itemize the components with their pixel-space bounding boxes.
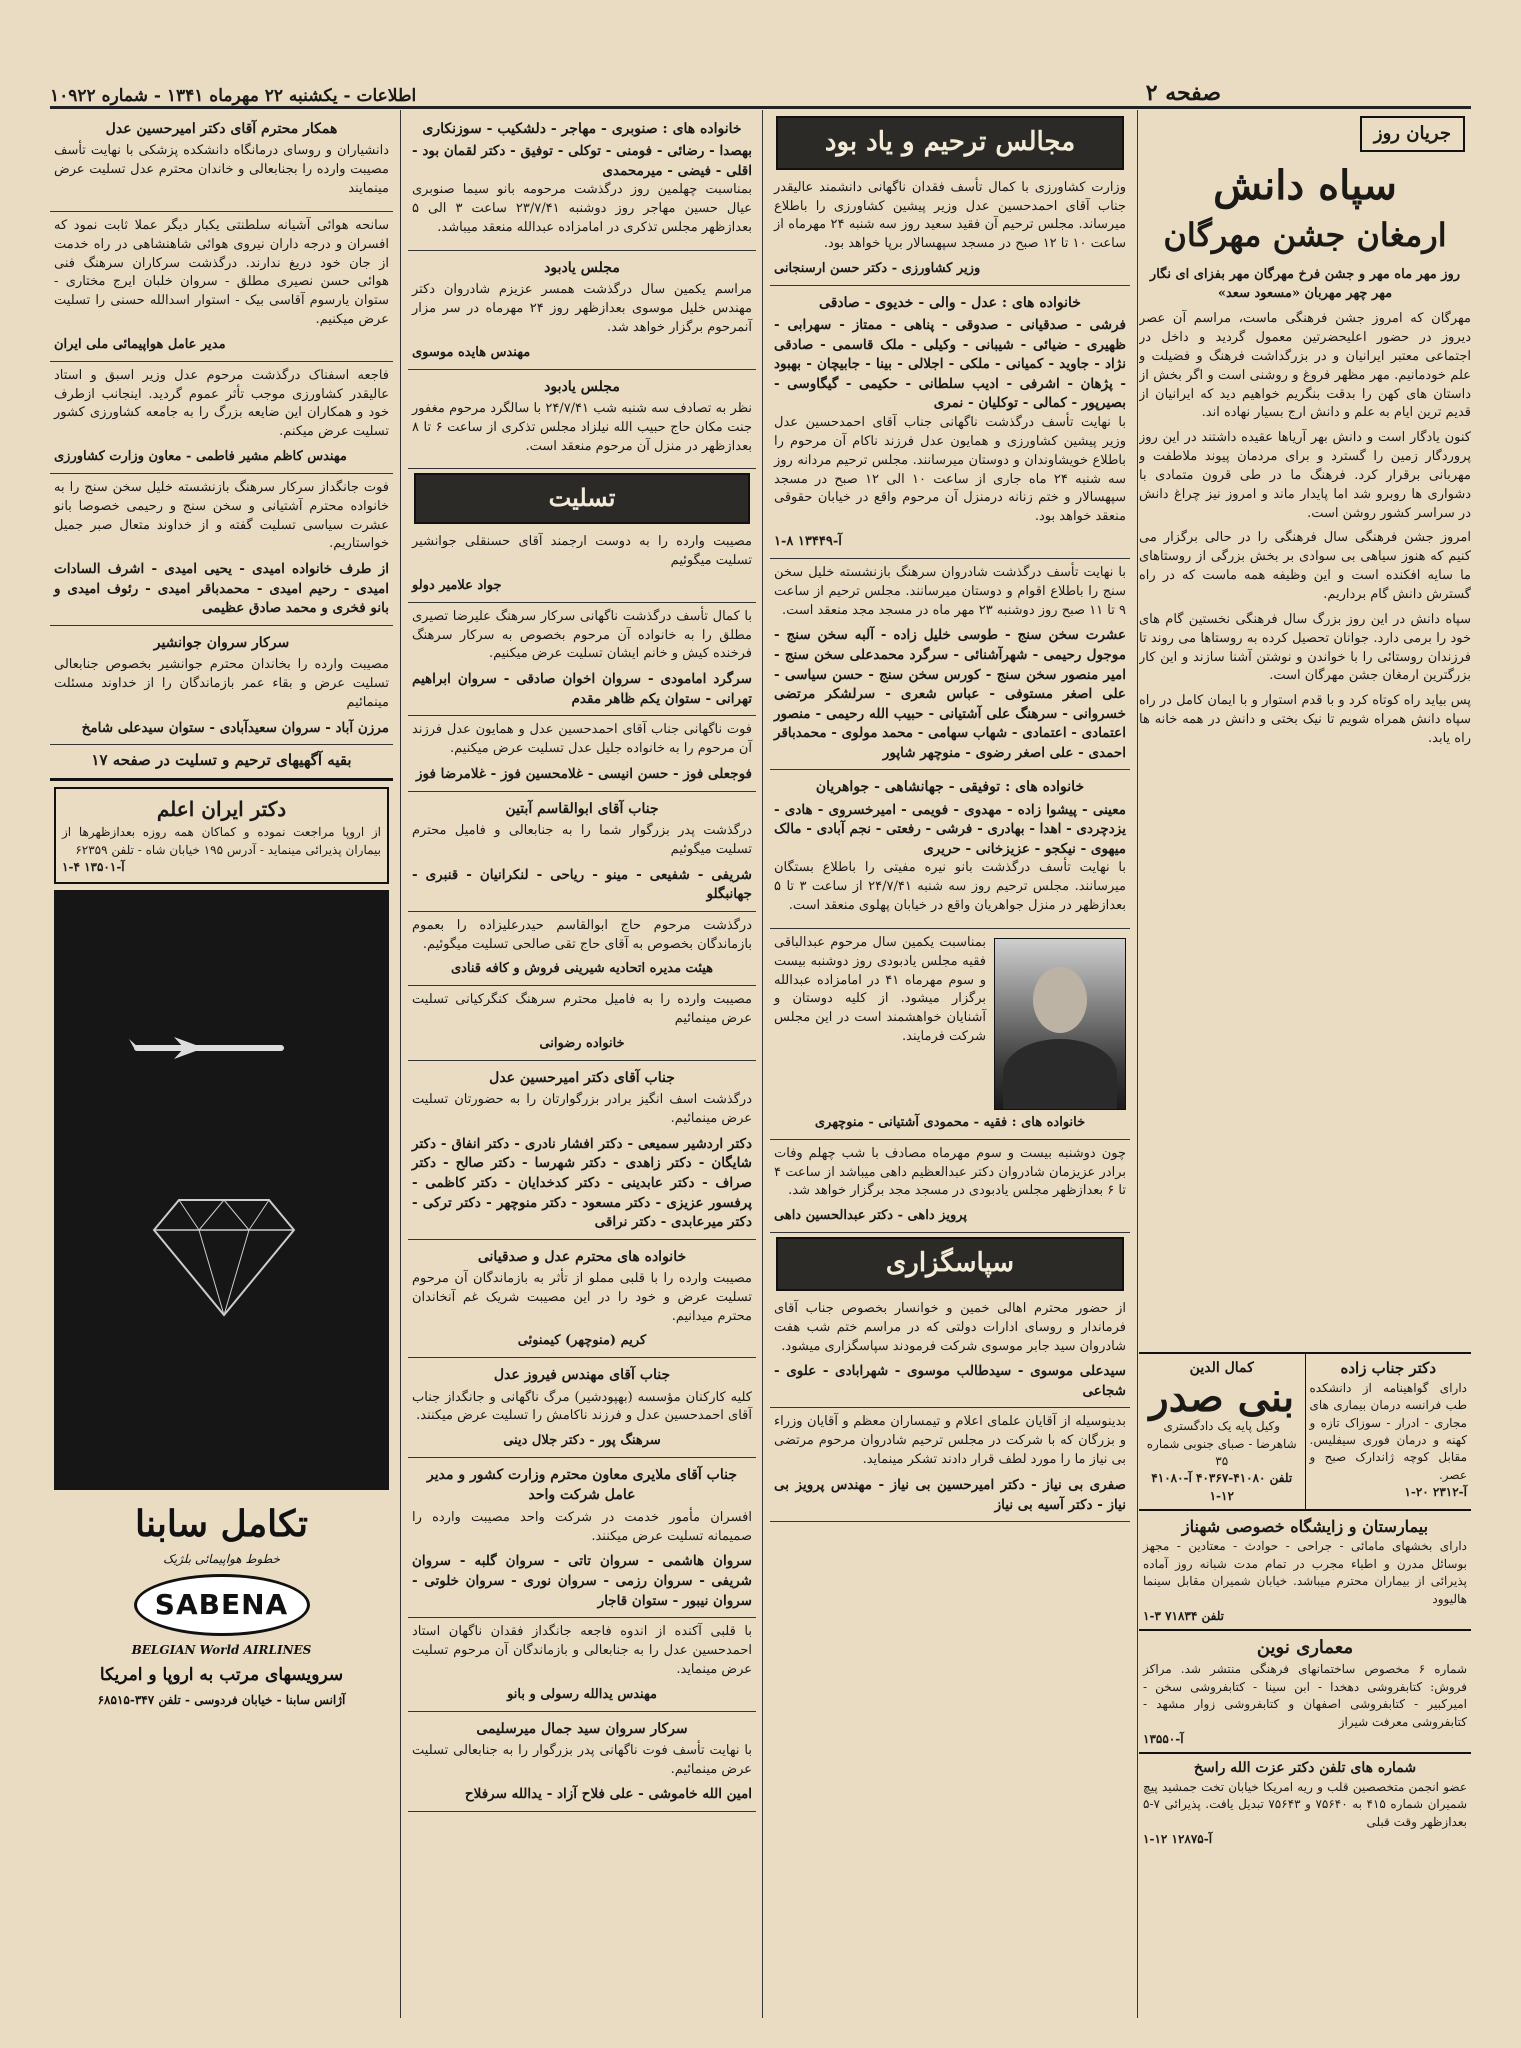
column-left [50, 112, 393, 2018]
notice-text: فوت ناگهانی جناب آقای احمدحسین عدل و همایون عدل فرزند آن مرحوم را به خانواده جلیل عدل تسلیت عرض میکنیم. [412, 722, 752, 757]
notice-signature: کریم (منوچهر) کیمنوئی [517, 1333, 647, 1349]
notice-heading: مجلس یادبود [544, 259, 620, 276]
notice-signature: سرهنگ پور - دکتر جلال دینی [503, 1433, 661, 1449]
notice-heading: جناب آقای ملایری معاون محترم وزارت کشور و مدیر عامل شرکت واحد [427, 1467, 737, 1504]
condolence-notice [408, 251, 756, 370]
ad-footer: آژانس سابنا - خیابان فردوسی - تلفن ۳۴۷-۶۸۵۱۵ [97, 1692, 346, 1707]
article-paragraph: پس بیاید راه کوتاه کرد و با قدم استوار و با ایمان کامل در راه سپاه دانش همراه شویم تا نیک بختی و دانش در همه خانه ها راه یابد. [1139, 693, 1471, 746]
article-paragraph: سپاه دانش در این روز بزرگ سال فرهنگی نخستین گام های خود را برمی دارد. جوانان تحصیل کرده به روستاها می روند تا فرزندان روستائی را با خواندن و نوشتن آشنا سازند و این کار بزرگترین ارمغان جشن مهرگان است. [1139, 611, 1471, 684]
notice-names: مرزن آباد - سروان سعیدآبادی - ستوان سیدعلی شامخ [81, 719, 389, 736]
page-header [50, 62, 1471, 109]
notice-heading: خانواده های محترم عدل و صدقیانی [477, 1248, 687, 1265]
condolence-notice [408, 792, 756, 912]
notice-signature: وزیر کشاورزی - دکتر حسن ارسنجانی [774, 261, 981, 277]
condolence-notice [408, 1458, 756, 1618]
ad-name: بنی صدر [1149, 1374, 1295, 1422]
condolence-notice [408, 1618, 756, 1711]
notice-text: کلیه کارکنان مؤسسه (بهپودشیر) مرگ ناگهانی و جانگداز جناب آقای احمدحسین عدل و فرزند ناکامش را تسلیت عرض میکنند. [412, 1389, 752, 1424]
condolence-notice [408, 986, 756, 1061]
condolence-notice [50, 626, 393, 745]
memorial-notice [770, 1140, 1130, 1233]
notice-names: امین الله خاموشی - علی فلاح آزاد - یدالله سرفلاح [464, 1786, 752, 1803]
condolence-notice [50, 112, 393, 212]
article-paragraph: مهرگان که امروز جشن فرهنگی ماست، مراسم آن عصر دیروز در حضور اعلیحضرتین معمول گردید و داخل در اجتماعی معتبر ایرانیان و در بزرگداشت فرهنگ و فضیلت و علم خودمانیم. مهر مظهر فروغ و روشنی است و اگر بخش از داستان های کهن را بدقت بنگریم خواهیم دید که ایرانیان از قدیم ترین ایام به علم و دانش ارج بسیار نهاده اند. [1139, 311, 1471, 421]
notice-heading: سرکار سروان جوانشیر [153, 635, 290, 652]
notice-names: معینی - پیشوا زاده - مهدوی - فویمی - امیرخسروی - هادی - یزدچردی - اهدا - بهادری - فرشی - رفعتی - نجم آبادی - مالک میهوی - نیکجو - عزیزخانی - حریری [774, 801, 1126, 857]
ad-text: عضو انجمن متخصصین قلب و ریه امریکا خیابان تخت جمشید پیچ شمیران شماره ۴۱۵ به ۷۵۶۴۰ و ۷۵۶۴۳ تبدیل یافت. پذیرائی ۷-۵ بعدازظهر وقت قبلی [1143, 1779, 1467, 1829]
notice-heading: جناب آقای ابوالقاسم آبتین [505, 800, 659, 817]
condolence-notice [408, 528, 756, 603]
ad-headline: تکامل سابنا [135, 1503, 308, 1546]
notice-heading: جناب آقای دکتر امیرحسین عدل [489, 1069, 675, 1086]
notice-heading: خانواده های : صنوبری - مهاجر - دلشکیب - سوزنکاری [422, 121, 742, 137]
ad-title: دکتر جناب زاده [1340, 1359, 1436, 1377]
column-memorials [770, 112, 1130, 2018]
notice-text: مصیبت وارده را با قلبی مملو از تأثر به بازماندگان آن مرحوم تسلیت عرض و خود را در این مصیبت شریک غم آنخاندان محترم میدانیم. [412, 1270, 752, 1324]
notice-signature: پرویز داهی - دکتر عبدالحسین داهی [774, 1208, 968, 1224]
notice-signature: مهندس کاظم مشیر فاطمی - معاون وزارت کشاورزی [54, 449, 347, 465]
ad-doctor-rasekh [1139, 1754, 1471, 1852]
notice-names: سرگرد امامودی - سروان اخوان صادقی - سروان ابراهیم تهرانی - ستوان یکم ظاهر مقدم [412, 671, 752, 707]
memorial-notice [770, 559, 1130, 770]
notice-signature: مدیر عامل هواپیمائی ملی ایران [54, 336, 226, 352]
notice-signature: مهندس هایده موسوی [412, 344, 531, 360]
notice-text: فوت جانگداز سرکار سرهنگ بازنشسته خلیل سخن سنج را به خانواده محترم آشتیانی و سخن سنج و رحیمی خصوصا بانو عشرت سیاسی تسلیت گفته و از خداوند متعال صبر جمیل خواستاریم. [54, 479, 389, 552]
ad-subline: خطوط هواپیمائی بلژیک [163, 1551, 280, 1566]
ad-text: از اروپا مراجعت نموده و کماکان همه روزه بعدازظهرها از بیماران پذیرائی مینماید - آدرس ۱۹۵ خیابان شاه - تلفن ۶۲۳۵۹ [62, 825, 381, 857]
notice-names: عشرت سخن سنج - طوسی خلیل زاده - آلبه سخن سنج - موجول رحیمی - شهرآشنائی - سرگرد محمدعلی سخن سنج - امیر منصور سخن سنج - کورس سخن سنج - حسن سیاسی - علی اصغر مستوفی - عباس شعری - سرلشکر مرتضی خسروانی - سرهنگ علی آشتیانی - حبیب الله رحیمی - منصور اعتمادی - اعتمادی - شهاب سهامی - محمد مولوی - محمدباقر احمدی - علی اصغر رضوی - منوچهر شاپور [774, 627, 1126, 761]
notice-text: وزارت کشاورزی با کمال تأسف فقدان ناگهانی دانشمند عالیقدر جناب آقای احمدحسین عدل وزیر پیشین کشاورزی را باطلاع میرساند. مجلس ترحیم آن فقید سعید روز سه شنبه ۲۴ مهرماه از ساعت ۱۰ تا ۱۲ صبح در مسجد سپهسالار برپا خواهد بود. [774, 179, 1126, 252]
article-paragraph: امروز جشن فرهنگی سال فرهنگی را در حالی برگزار می کنیم که هنوز سیاهی بی سوادی بر بخش بزرگی از روستاهای ما سایه افکنده است و این وظیفه همه ماست که در راه گسترش دانش گام برداریم. [1139, 530, 1471, 602]
ad-text: شماره ۶ مخصوص ساختمانهای فرهنگی منتشر شد. مراکز فروش: کتابفروشی دهخدا - ابن سینا - کتابفروشی سخن - امیرکبیر - کتابفروشی اصفهان و کتابفروشی زوار مشهد - کتابفروشی معرفت شیراز [1143, 1662, 1467, 1729]
notice-heading: خانواده های : عدل - والی - خدیوی - صادقی [819, 294, 1081, 311]
condolence-notice [50, 212, 393, 362]
column-condolences [408, 112, 756, 2018]
notice-text: با قلبی آکنده از اندوه فاجعه جانگداز فقدان ناگهان استاد احمدحسین عدل را به جنابعالی و بازماندگان آن مرحوم تسلیت عرض مینماید. [412, 1624, 752, 1677]
ad-title: بیمارستان و زایشگاه خصوصی شهناز [1181, 1517, 1429, 1537]
notice-text: با نهایت تأسف فوت ناگهانی پدر بزرگوار را به جنابعالی تسلیت عرض مینمائیم. [412, 1742, 752, 1777]
airplane-icon [114, 1035, 294, 1059]
ad-text: سرویسهای مرتب به اروپا و امریکا [99, 1665, 344, 1686]
notice-heading: جناب آقای مهندس فیروز عدل [493, 1367, 671, 1384]
notice-text: بدینوسیله از آقایان علمای اعلام و تیمساران معظم و آقایان وزراء و بزرگان که با شرکت در مجلس ترحیم شادروان مرحوم مرتضی بی نیاز ما را مورد لطف قرار دادند تشکر مینماید. [774, 1414, 1126, 1468]
ad-phone: تلفن ۷۱۸۳۴ ۳-۱ [1143, 1609, 1225, 1623]
condolence-notice [408, 370, 756, 470]
ad-title: شماره های تلفن دکتر عزت الله راسخ [1193, 1760, 1417, 1777]
notice-signature: خانواده رضوانی [539, 1036, 625, 1052]
notice-heading: مجلس یادبود [544, 378, 620, 395]
notice-text: از حضور محترم اهالی خمین و خوانسار بخصوص جناب آقای فرماندار و روسای ادارات دولتی که در مراسم ختم شب هفت شادروان سید جابر موسوی شرکت فرمودند سپاسگزاری میشود. [774, 1300, 1126, 1354]
notice-signature: مهندس یدالله رسولی و بانو [507, 1686, 657, 1702]
notice-names: سروان هاشمی - سروان تاتی - سروان گلبه - سروان شریفی - سروان رزمی - سروان نوری - سروان خلوتی - سروان نیبور - ستوان قاجار [412, 1553, 752, 1609]
notice-text: بمناسبت یکمین سال مرحوم عبدالباقی فقیه مجلس یادبودی روز دوشنبه بیست و سوم مهرماه ۴۱ در امامزاده عبدالله برگزار میشود. از کلیه دوستان و آشنایان خواهشمند است در این مجلس شرکت فرمایند. [774, 934, 986, 1045]
notice-text: بمناسبت چهلمین روز درگذشت مرحومه بانو سیما صنوبری عیال حسین مهاجر روز دوشنبه ۲۳/۷/۴۱ ساعت ۳ الی ۵ بعدازظهر مجلس تذکری در امامزاده عبدالله منعقد میباشد. [412, 182, 753, 236]
notice-names: بهصدا - رضائی - فومنی - توکلی - توفیق - دکتر لقمان بود - اقلی - فیضی - میرمحمدی [412, 143, 752, 179]
notice-heading: خانواده های : توفیقی - جهانشاهی - جواهریان [815, 779, 1085, 796]
notice-names: صفری بی نیاز - دکتر امیرحسین بی نیاز - مهندس پرویز بی نیاز - دکتر آسیه بی نیاز [774, 1477, 1126, 1513]
ad-doctor-janabzadeh [1305, 1354, 1472, 1509]
memorial-notice [770, 174, 1130, 286]
ad-phone: آ-۱۳۵۰۱ ۴-۱ [62, 859, 125, 874]
notice-text: با نهایت تأسف درگذشت بانو نیره مفیتی را باطلاع بستگان میرسانند. مجلس ترحیم روز سه شنبه ۲۴/۷/۴۱ از ساعت ۳ تا ۵ بعدازظهر در منزل جواهریان واقع در خیابان پهلوی منعقد است. [774, 860, 1126, 914]
notice-text: درگذشت پدر بزرگوار شما را به جنابعالی و فامیل محترم تسلیت میگوئیم [412, 822, 752, 857]
notice-text: با نهایت تأسف درگذشت شادروان سرهنگ بازنشسته خلیل سخن سنج را باطلاع اقوام و دوستان میرسانند. مجلس ترحیم از ساعت ۹ تا ۱۱ صبح روز دوشنبه ۲۳ مهر ماه در مسجد مجد منعقد است. [774, 564, 1126, 618]
section-banner: مجالس ترحیم و یاد بود [776, 116, 1124, 170]
notice-text: مصیبت وارده را به فامیل محترم سرهنگ کنگرکیانی تسلیت عرض مینمائیم [412, 992, 752, 1027]
notice-signature: آ-۱۳۴۴۹ ۸-۱ [774, 534, 842, 550]
ad-hospital-shahnaz [1139, 1511, 1471, 1631]
column-divider [762, 110, 763, 2018]
condolence-notice [408, 716, 756, 791]
memorial-notice [770, 770, 1130, 929]
article-lead: روز مهر ماه مهر و جشن فرخ مهرگان مهر بفزای ای نگار مهر چهر مهربان «مسعود سعد» [1149, 267, 1461, 302]
notice-text: دانشیاران و روسای درمانگاه دانشکده پزشکی با نهایت تأسف مصیبت وارده را بجنابعالی و خاندان محترم عدل تسلیت عرض مینمایند [54, 143, 389, 196]
notice-names: دکتر اردشیر سمیعی - دکتر افشار نادری - دکتر انفاق - دکتر شایگان - دکتر زاهدی - دکتر شهرسا - دکتر صالح - دکتر صراف - دکتر عابدینی - دکتر کدخدایان - دکتر کاظمی - پرفسور عزیزی - دکتر مسعود - دکتر منوچهر - دکتر ترکی - دکتر میرعابدی - دکتر نراقی [412, 1135, 752, 1231]
ad-phone: آ-۱۲۸۷۵ ۱۲-۱ [1143, 1831, 1213, 1846]
notice-names: فرشی - صدقیانی - صدوقی - پناهی - ممتاز - سهرابی - ظهیری - ضیائی - شیبانی - وکیلی - ملک قاسمی - صادقی نژاد - جاوید - کمیانی - ملکی - اجلالی - بینا - جابیچان - بهبود - پژهان - اشرفی - ادیب سلطانی - حکیمی - گیگاوسی - بصیرپور - کمالی - توکلیان - نمری [774, 317, 1126, 412]
condolence-notice [50, 474, 393, 626]
thanks-notice [770, 1408, 1130, 1522]
diamond-icon [149, 1190, 299, 1320]
ad-doctor-aalam [54, 787, 389, 884]
section-banner: تسلیت [414, 473, 750, 524]
logo-subtitle: BELGIAN World AIRLINES [131, 1642, 312, 1657]
sabena-ad-footer [54, 1490, 389, 1710]
ad-title: کمال الدین [1189, 1360, 1254, 1376]
column-tag: جریان روز [1360, 116, 1465, 152]
article-title: سپاه دانش [1213, 162, 1397, 210]
section-banner: سپاسگزاری [776, 1237, 1124, 1291]
notice-heading: همکار محترم آقای دکتر امیرحسین عدل [105, 121, 338, 137]
ad-text: دارای گواهینامه از دانشکده طب فرانسه درمان بیماری های مجاری - ادرار - سوزاک تازه و کهنه و درمان فوری سیفلیس. مقابل کوچه ژاندارک صبح و عصر. [1309, 1380, 1467, 1482]
notice-signature: جواد علامیر دولو [412, 577, 502, 593]
notice-text: درگذشت مرحوم حاج ابوالقاسم حیدرعلیزاده را بعموم بازماندگان بخصوص به آقای حاج تقی صالحی تسلیت میگوئیم. [412, 917, 752, 952]
ad-title: دکتر ایران اعلم [156, 797, 287, 822]
memorial-notice-with-photo [770, 929, 1130, 1140]
column-divider [400, 110, 401, 2018]
ad-lawyer-banisadr [1139, 1354, 1305, 1509]
ad-text: دارای بخشهای مامائی - جراحی - حوادث - معتادین - مجهز بوسائل مدرن و اطباء مجرب در تمام مدت شبانه روز آماده پذیرائی از بیماران محترم میباشد. خیابان شمیران مقابل سینما هالیوود [1143, 1539, 1467, 1606]
ad-phone: تلفن ۴۱۰۸۰-۴۰۳۶۷ آ-۴۱۰۸۰ ۱۲-۱ [1151, 1471, 1293, 1503]
portrait-photo [994, 938, 1126, 1110]
ad-text: وکیل پایه یک دادگستری شاهرضا - صبای جنوبی شماره ۳۵ [1146, 1419, 1297, 1469]
condolence-notice [408, 112, 756, 251]
ad-sabena [54, 890, 389, 1710]
article-paragraph: کنون یادگار است و دانش بهر آریاها عقیده داشتند در این روز پروردگار زمین را گسترد و برای مردمان پیوند ملاطفت و مهربانی برقرار کرد. فرهنگ ما در طی قرون متمادی با دشواری ها روبرو شد اما پایدار ماند و امروز نیز چراغ دانش در سراسر کشور روشن است. [1139, 430, 1471, 521]
notice-names: از طرف خانواده امیدی - یحیی امیدی - اشرف السادات امیدی - رحیم امیدی - محمدباقر امیدی - رئوف امیدی و بانو فخری و محمد صادق عظیمی [54, 561, 389, 617]
article-subtitle: ارمغان جشن مهرگان [1163, 216, 1447, 255]
notice-signature: خانواده های : فقیه - محمودی آشتیانی - منوچهری [814, 1114, 1086, 1130]
notice-text: نظر به تصادف سه شنبه شب ۲۴/۷/۴۱ با سالگرد مرحوم مغفور جنت مکان حاج حبیب الله نیلزاد مجلس تذکری از ساعت ۶ تا ۸ بعدازظهر در منزل آن مرحوم منعقد است. [412, 400, 753, 454]
notice-names: سیدعلی موسوی - سیدطالب موسوی - شهرابادی - علوی - شجاعی [774, 1363, 1126, 1399]
notice-text: فاجعه اسفناک درگذشت مرحوم عدل وزیر اسبق و استاد عالیقدر کشاورزی موجب تأثر عموم گردید. اینجانب ازطرف خود و همکاران این ضایعه بزرگ را به جامعه کشاورزی کشور تسلیت عرض میکنم. [54, 367, 389, 440]
ad-title: معماری نوین [1256, 1637, 1354, 1659]
notice-text: مصیبت وارده را بخاندان محترم جوانشیر بخصوص جنابعالی تسلیت عرض و بقاء عمر بازماندگان را از خداوند مسئلت مینمائیم [54, 657, 389, 710]
ad-phone: آ-۱۳۵۵۰ [1143, 1732, 1184, 1747]
condolence-notice [408, 912, 756, 987]
page-number: صفحه ۲ [1145, 80, 1221, 106]
notice-text: با نهایت تأسف درگذشت ناگهانی جناب آقای احمدحسین عدل وزیر پیشین کشاورزی و همایون عدل فرزند ناکام آن مرحوم را باطلاع خویشاوندان و دوستان میرسانند. مجلس ترحیم مردانه روز سه شنبه ۲۴ ماه جاری از ساعت ۱۰ الی ۱۲ صبح در مسجد سپهسالار و ختم زنانه درمنزل آن مرحوم واقع در خیابان حقوقی منعقد خواهد بود. [774, 415, 1126, 525]
newspaper-dateline: اطلاعات - یکشنبه ۲۲ مهرماه ۱۳۴۱ - شماره ۱۰۹۲۲ [50, 86, 417, 106]
notice-signature: هیئت مدیره اتحادیه شیرینی فروش و کافه قنادی [450, 961, 714, 977]
notice-text: افسران مأمور خدمت در شرکت واحد مصیبت وارده را صمیمانه تسلیت عرض میکنند. [412, 1509, 752, 1544]
notice-text: درگذشت اسف انگیز برادر بزرگوارتان را به حضورتان تسلیت عرض مینمائیم. [412, 1092, 752, 1126]
notice-names: شریفی - شفیعی - مینو - ریاحی - لنکرانیان - قنبری - جهانبگلو [412, 866, 752, 903]
notice-text: سانحه هوائی آشیانه سلطنتی یکبار دیگر عملا ثابت نمود که افسران و درجه داران نیروی هوائی شاهنشاهی در راه خدمت از جان خود دریغ ندارند. درگذشت سرکاران سرهنگ فنی هوائی حسن نصیری مطلق - سروان خلبان ایرج مختاری - ستوان یارسوم آقاسی بیک - استوار اسدالله حسنی را تسلیت عرض میکنیم. [54, 217, 389, 328]
condolence-notice [50, 362, 393, 474]
column-divider [1137, 110, 1138, 2018]
notice-heading: سرکار سروان سید جمال میرسلیمی [476, 1720, 688, 1737]
notice-names: فوجعلی فوز - حسن انیسی - غلامحسین فوز - غلامرضا فوز [415, 766, 752, 783]
condolence-notice [408, 1712, 756, 1813]
notice-text: چون دوشنبه بیست و سوم مهرماه مصادف با شب چهلم وفات برادر عزیزمان شادروان دکتر عبدالعظیم داهی میباشد از ساعت ۴ تا ۶ بعدازظهر مجلس یادبودی در مسجد مجد برگزار خواهد شد. [774, 1145, 1126, 1199]
continued-note: بقیه آگهیهای ترحیم و تسلیت در صفحه ۱۷ [50, 745, 393, 781]
notice-text: با کمال تأسف درگذشت ناگهانی سرکار سرهنگ علیرضا تصیری مطلق را به خانواده آن مرحوم بخصوص به سرکار سرهنگ فرخنده کیش و خانم ایشان تسلیت عرض میکنیم. [412, 608, 752, 662]
thanks-notice [770, 1295, 1130, 1409]
condolence-notice [408, 1240, 756, 1359]
sabena-logo [134, 1574, 310, 1636]
classified-ads [1139, 1352, 1471, 1852]
memorial-notice [770, 286, 1130, 559]
condolence-notice [408, 1061, 756, 1240]
notice-text: مصیبت وارده را به دوست ارجمند آقای حسنقلی جوانشیر تسلیت میگوئیم [412, 534, 752, 569]
column-daily-events [1139, 112, 1471, 2018]
condolence-notice [408, 1358, 756, 1458]
notice-text: مراسم یکمین سال درگذشت همسر عزیزم شادروان دکتر مهندس خلیل موسوی بعدازظهر روز ۲۴ مهرماه در سر مزار آنمرحوم برگزار خواهد شد. [412, 282, 752, 335]
ad-memari-novin [1139, 1631, 1471, 1754]
logo-text: SABENA [154, 1587, 289, 1621]
ad-phone: آ-۲۳۱۲ ۲۰-۱ [1404, 1485, 1467, 1500]
condolence-notice [408, 603, 756, 717]
